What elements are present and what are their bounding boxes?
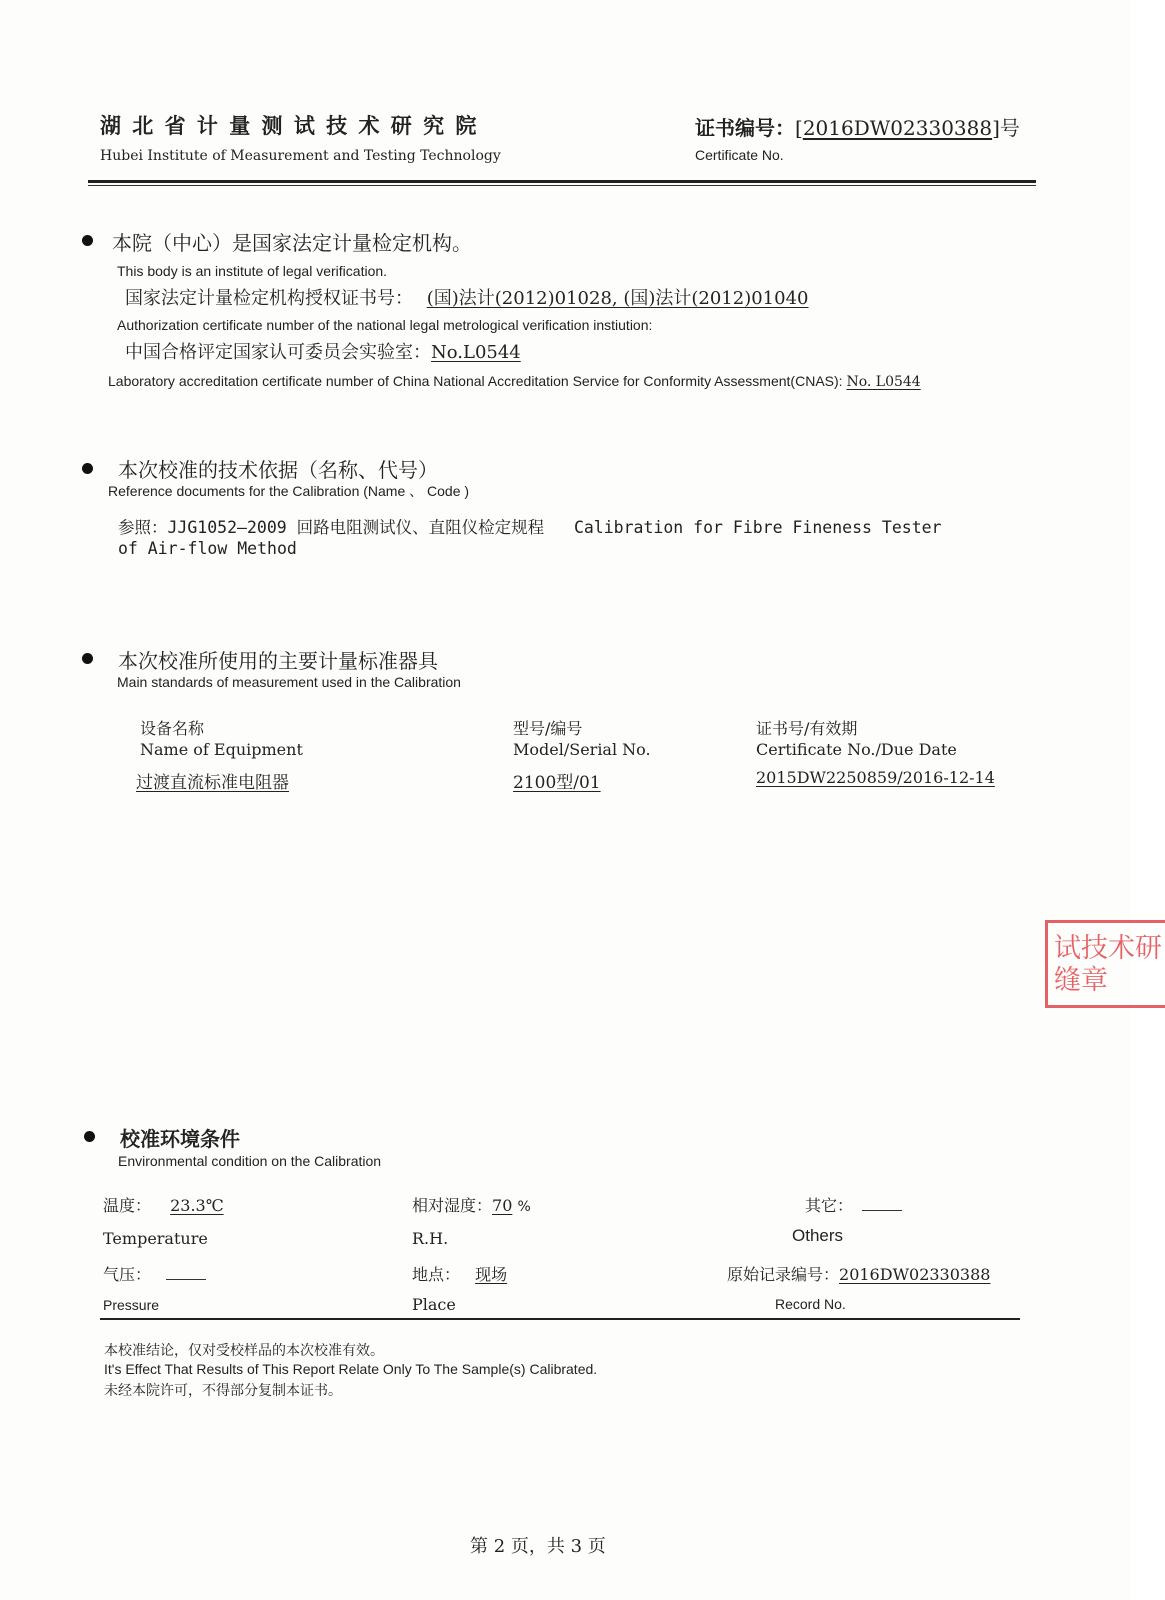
record-row xyxy=(727,1262,990,1285)
cnas-label-en: Laboratory accreditation certificate number of China National Accreditation Service for Conformity Assessment(CNAS): xyxy=(108,373,843,389)
conditions-rule xyxy=(100,1318,1020,1320)
temperature-row xyxy=(103,1193,224,1216)
certificate-number: 2016DW02330388 xyxy=(802,116,993,140)
section1-title-cn: 本院（中心）是国家法定计量检定机构。 xyxy=(112,231,472,255)
org-name-en: Hubei Institute of Measurement and Testing Technology xyxy=(100,148,501,164)
pressure-row xyxy=(103,1262,206,1285)
page-number: 第 2 页，共 3 页 xyxy=(470,1536,606,1557)
validity-note-en: It's Effect That Results of This Report Relate Only To The Sample(s) Calibrated. xyxy=(104,1361,598,1377)
humidity-row xyxy=(412,1193,531,1216)
certificate-label-cn: 证书编号： xyxy=(695,116,795,140)
pressure-blank xyxy=(166,1271,206,1280)
bullet-dot xyxy=(82,463,93,474)
section3-title-cn: 本次校准所使用的主要计量标准器具 xyxy=(118,649,438,673)
place-row xyxy=(412,1262,507,1285)
laboratory-value: No.L0544 xyxy=(431,342,521,363)
bullet-dot xyxy=(82,235,93,246)
validity-note-cn: 本校准结论，仅对受校样品的本次校准有效。 xyxy=(104,1343,384,1359)
temperature-value: 23.3℃ xyxy=(170,1196,224,1215)
seal-text: 试技术研 xyxy=(1054,933,1162,964)
others-row xyxy=(805,1193,902,1216)
temperature-label-en: Temperature xyxy=(103,1229,208,1248)
laboratory-row xyxy=(125,338,521,364)
record-label-cn: 原始记录编号： xyxy=(727,1265,840,1284)
certificate-suffix: 号 xyxy=(999,116,1020,140)
laboratory-label-cn: 中国合格评定国家认可委员会实验室： xyxy=(125,342,431,363)
place-label-en: Place xyxy=(412,1295,456,1314)
column-header-model-en: Model/Serial No. xyxy=(513,740,651,759)
authorization-label-cn: 国家法定计量检定机构授权证书号： xyxy=(125,288,413,309)
place-value: 现场 xyxy=(475,1265,508,1284)
column-header-certificate-cn: 证书号/有效期 xyxy=(756,719,858,738)
column-header-equipment-en: Name of Equipment xyxy=(140,740,303,759)
record-value: 2016DW02330388 xyxy=(839,1265,991,1284)
reference-document-line2: of Air-flow Method xyxy=(118,539,297,558)
others-label-cn: 其它： xyxy=(805,1196,854,1215)
section4-title-en: Environmental condition on the Calibration xyxy=(118,1153,382,1169)
section1-title-en: This body is an institute of legal verification. xyxy=(117,263,388,279)
copy-restriction-note: 未经本院许可，不得部分复制本证书。 xyxy=(104,1383,342,1399)
section2-title-cn: 本次校准的技术依据（名称、代号） xyxy=(118,458,438,482)
column-header-equipment-cn: 设备名称 xyxy=(140,719,205,738)
bullet-dot xyxy=(82,653,93,664)
certificate-label-en: Certificate No. xyxy=(695,147,784,163)
pressure-label-en: Pressure xyxy=(103,1297,160,1313)
pressure-label-cn: 气压： xyxy=(103,1265,152,1284)
authorization-label-en: Authorization certificate number of the national legal metrological verification instiution: xyxy=(117,317,653,333)
section3-title-en: Main standards of measurement used in the Calibration xyxy=(117,674,461,690)
header-rule xyxy=(88,180,1036,183)
seal-text: 缝章 xyxy=(1054,965,1108,996)
record-label-en: Record No. xyxy=(775,1296,846,1312)
cnas-row xyxy=(108,373,921,390)
temperature-label-cn: 温度： xyxy=(103,1196,152,1215)
cnas-value: No. L0544 xyxy=(846,374,921,390)
bullet-dot xyxy=(84,1131,95,1142)
humidity-unit: % xyxy=(517,1199,531,1215)
others-blank xyxy=(862,1202,902,1211)
humidity-label-en: R.H. xyxy=(412,1229,449,1248)
column-header-certificate-en: Certificate No./Due Date xyxy=(756,740,957,759)
org-name-cn: 湖 北 省 计 量 测 试 技 术 研 究 院 xyxy=(100,113,479,138)
reference-document-line1: 参照：JJG1052—2009 回路电阻测试仪、直阻仪检定规程 Calibration for Fibre Fineness Tester xyxy=(118,518,942,537)
others-label-en: Others xyxy=(792,1226,844,1245)
official-seal xyxy=(1045,920,1165,1008)
column-header-model-cn: 型号/编号 xyxy=(513,719,583,738)
section2-title-en: Reference documents for the Calibration (Name 、 Code ) xyxy=(108,483,470,499)
equipment-name: 过渡直流标准电阻器 xyxy=(136,773,289,793)
header-rule-thin xyxy=(88,185,1036,186)
humidity-label-cn: 相对湿度： xyxy=(412,1196,493,1215)
authorization-row xyxy=(125,284,809,310)
equipment-model: 2100型/01 xyxy=(513,773,601,793)
equipment-certificate: 2015DW2250859/2016-12-14 xyxy=(756,768,995,787)
certificate-number-row: 证书编号：[2016DW02330388]号 xyxy=(695,116,1020,140)
place-label-cn: 地点： xyxy=(412,1265,461,1284)
authorization-value: (国)法计(2012)01028, (国)法计(2012)01040 xyxy=(426,288,809,309)
humidity-value: 70 xyxy=(492,1196,513,1215)
section4-title-cn: 校准环境条件 xyxy=(120,1127,240,1151)
